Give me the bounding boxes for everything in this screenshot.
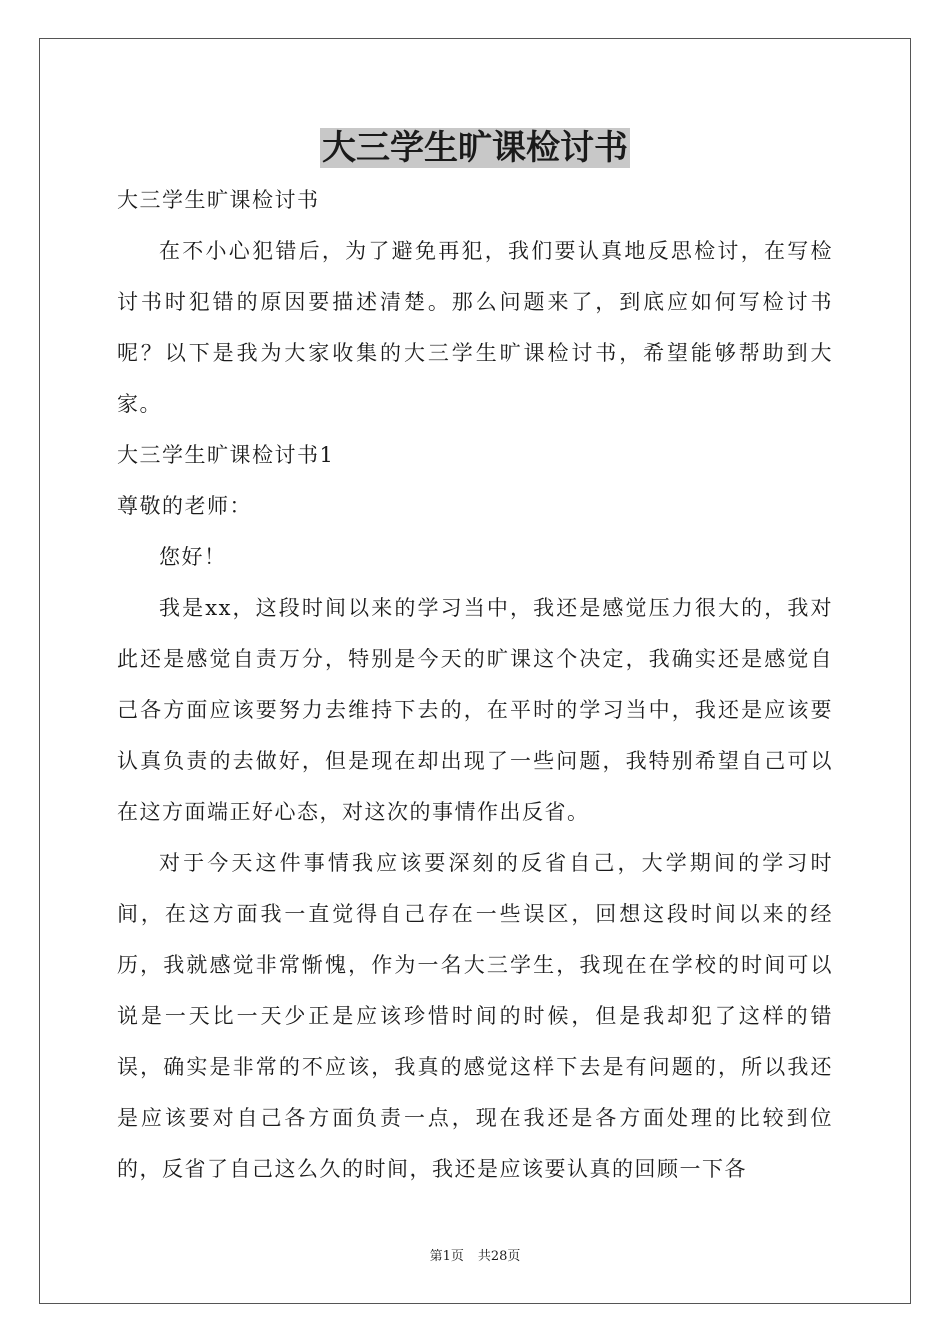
subtitle-line: 大三学生旷课检讨书 <box>117 188 320 212</box>
document-title <box>0 126 950 170</box>
salutation: 尊敬的老师： <box>117 494 252 518</box>
section-heading: 大三学生旷课检讨书1 <box>117 443 335 467</box>
greeting: 您好！ <box>159 545 227 569</box>
document-title-text: 大三学生旷课检讨书 <box>322 128 628 168</box>
body-paragraph-1: 我是xx，这段时间以来的学习当中，我还是感觉压力很大的，我对此还是感觉自责万分，特别是今天的旷课这个决定，我确实还是感觉自己各方面应该要努力去维持下去的，在平时的学习当中，我还是应该要认真负责的去做好，但是现在却出现了一些问题，我特别希望自己可以在这方面端正好心态，对这次的事情作出反省。 <box>117 596 833 824</box>
page-total: 共28页 <box>477 1249 521 1264</box>
intro-paragraph: 在不小心犯错后，为了避免再犯，我们要认真地反思检讨，在写检讨书时犯错的原因要描述清楚。那么问题来了，到底应如何写检讨书呢？以下是我为大家收集的大三学生旷课检讨书，希望能够帮助到大家。 <box>117 239 833 416</box>
page-footer <box>0 1248 950 1266</box>
page-number: 第1页 <box>429 1249 464 1264</box>
document-body <box>117 175 833 1195</box>
body-paragraph-2: 对于今天这件事情我应该要深刻的反省自己，大学期间的学习时间，在这方面我一直觉得自己存在一些误区，回想这段时间以来的经历，我就感觉非常惭愧，作为一名大三学生，我现在在学校的时间可以说是一天比一天少正是应该珍惜时间的时候，但是我却犯了这样的错误，确实是非常的不应该，我真的感觉这样下去是有问题的，所以我还是应该要对自己各方面负责一点，现在我还是各方面处理的比较到位的，反省了自己这么久的时间，我还是应该要认真的回顾一下各 <box>117 851 833 1181</box>
